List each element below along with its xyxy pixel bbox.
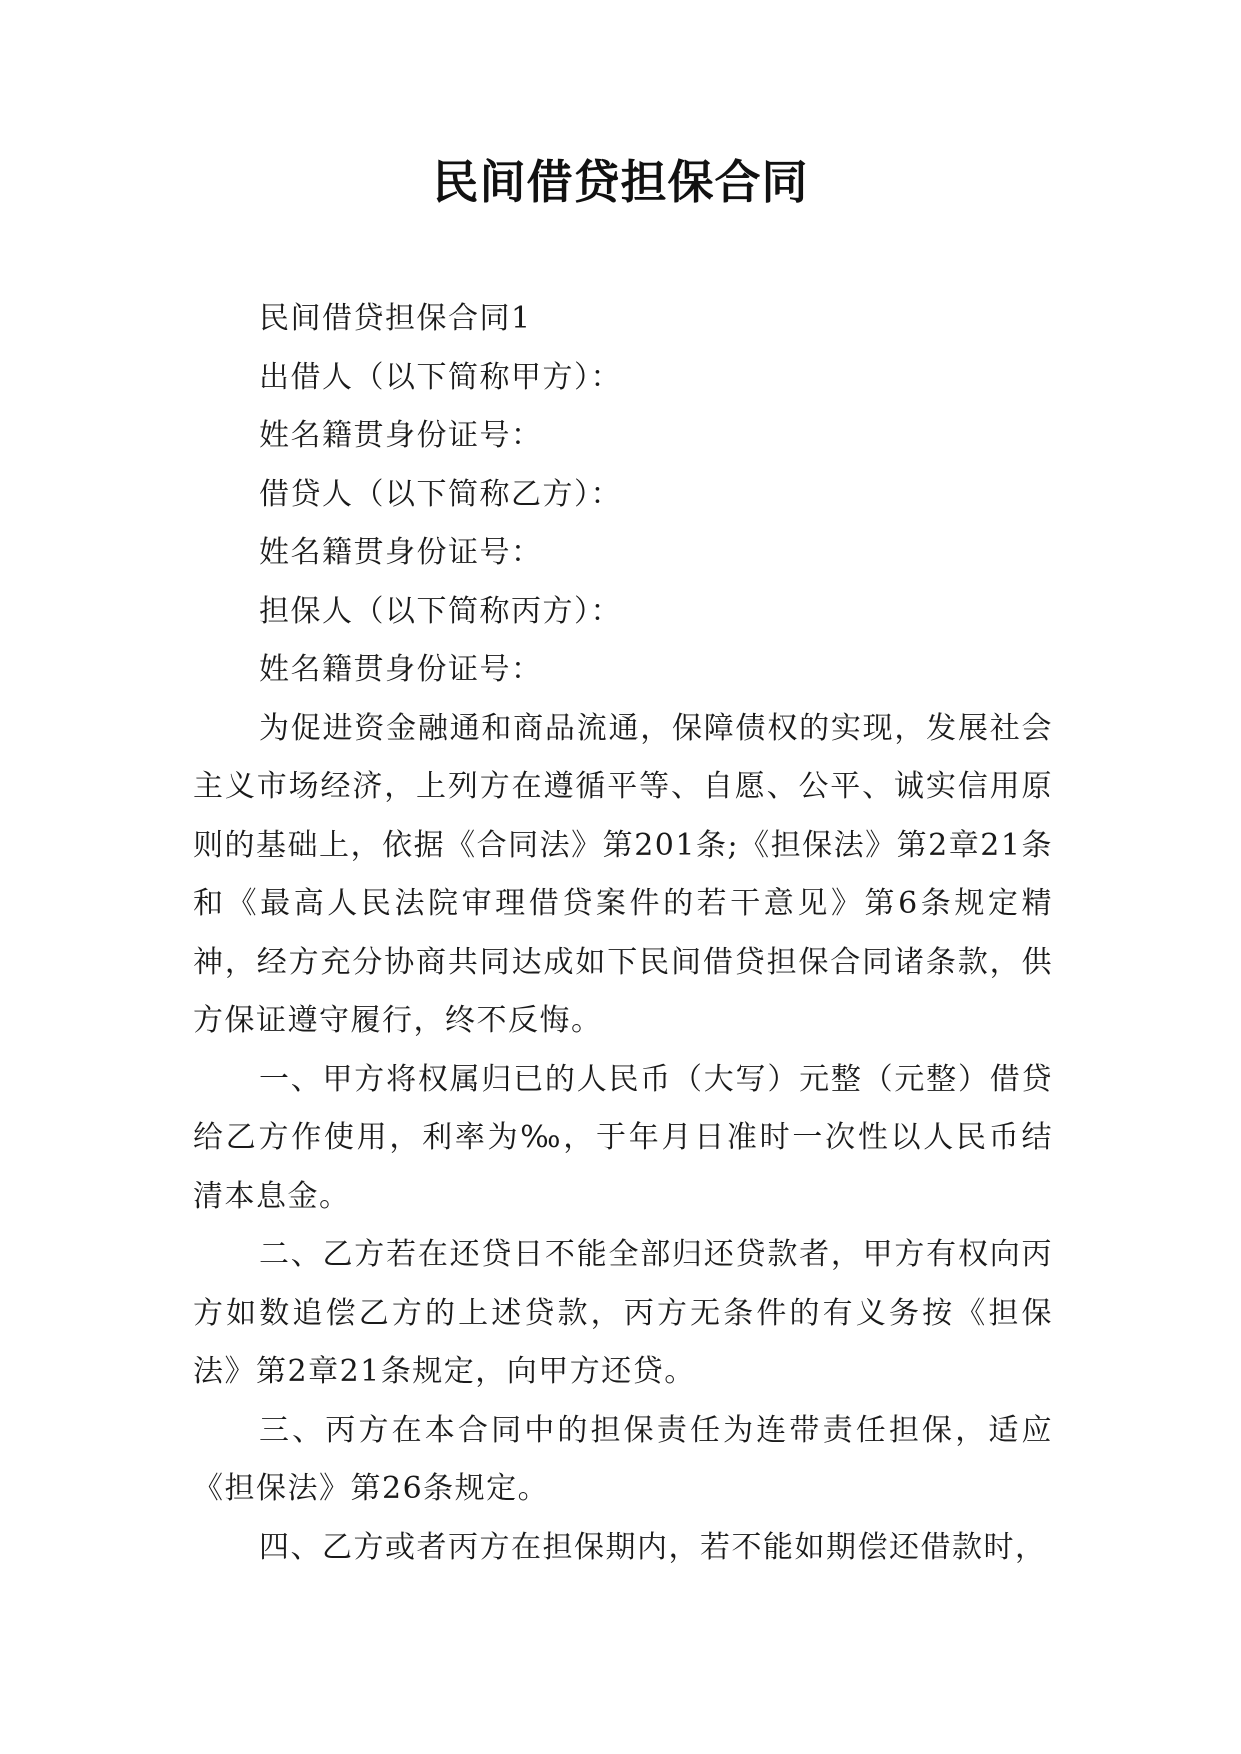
- clause-4-paragraph: 四、乙方或者丙方在担保期内，若不能如期偿还借款时，: [259, 1529, 1047, 1565]
- document-title: 民间借贷担保合同: [432, 155, 809, 209]
- document-body: [193, 290, 1053, 1577]
- borrower-line: 借贷人（以下简称乙方）：: [259, 476, 622, 512]
- clause-2-paragraph: 二、乙方若在还贷日不能全部归还贷款者，甲方有权向丙方如数追偿乙方的上述贷款，丙方无条件的有义务按《担保法》第2章21条规定，向甲方还贷。: [193, 1237, 1053, 1389]
- subtitle-line: 民间借贷担保合同1: [259, 301, 532, 336]
- lender-line: 出借人（以下简称甲方）：: [259, 359, 622, 395]
- guarantor-info-line: 姓名籍贯身份证号：: [259, 652, 543, 687]
- guarantor-line: 担保人（以下简称丙方）：: [259, 593, 622, 629]
- preamble-paragraph: 为促进资金融通和商品流通，保障债权的实现，发展社会主义市场经济，上列方在遵循平等、自愿、公平、诚实信用原则的基础上，依据《合同法》第201条;《担保法》第2章21条和《最高人民法院审理借贷案件的若干意见》第6条规定精神，经方充分协商共同达成如下民间借贷担保合同诸条款，供方保证遵守履行，终不反悔。: [193, 710, 1053, 1038]
- borrower-info-line: 姓名籍贯身份证号：: [259, 535, 543, 570]
- clause-3-paragraph: 三、丙方在本合同中的担保责任为连带责任担保，适应《担保法》第26条规定。: [193, 1412, 1053, 1506]
- lender-info-line: 姓名籍贯身份证号：: [259, 418, 543, 453]
- clause-1-paragraph: 一、甲方将权属归已的人民币（大写）元整（元整）借贷给乙方作使用，利率为‰，于年月日准时一次性以人民币结清本息金。: [193, 1061, 1053, 1214]
